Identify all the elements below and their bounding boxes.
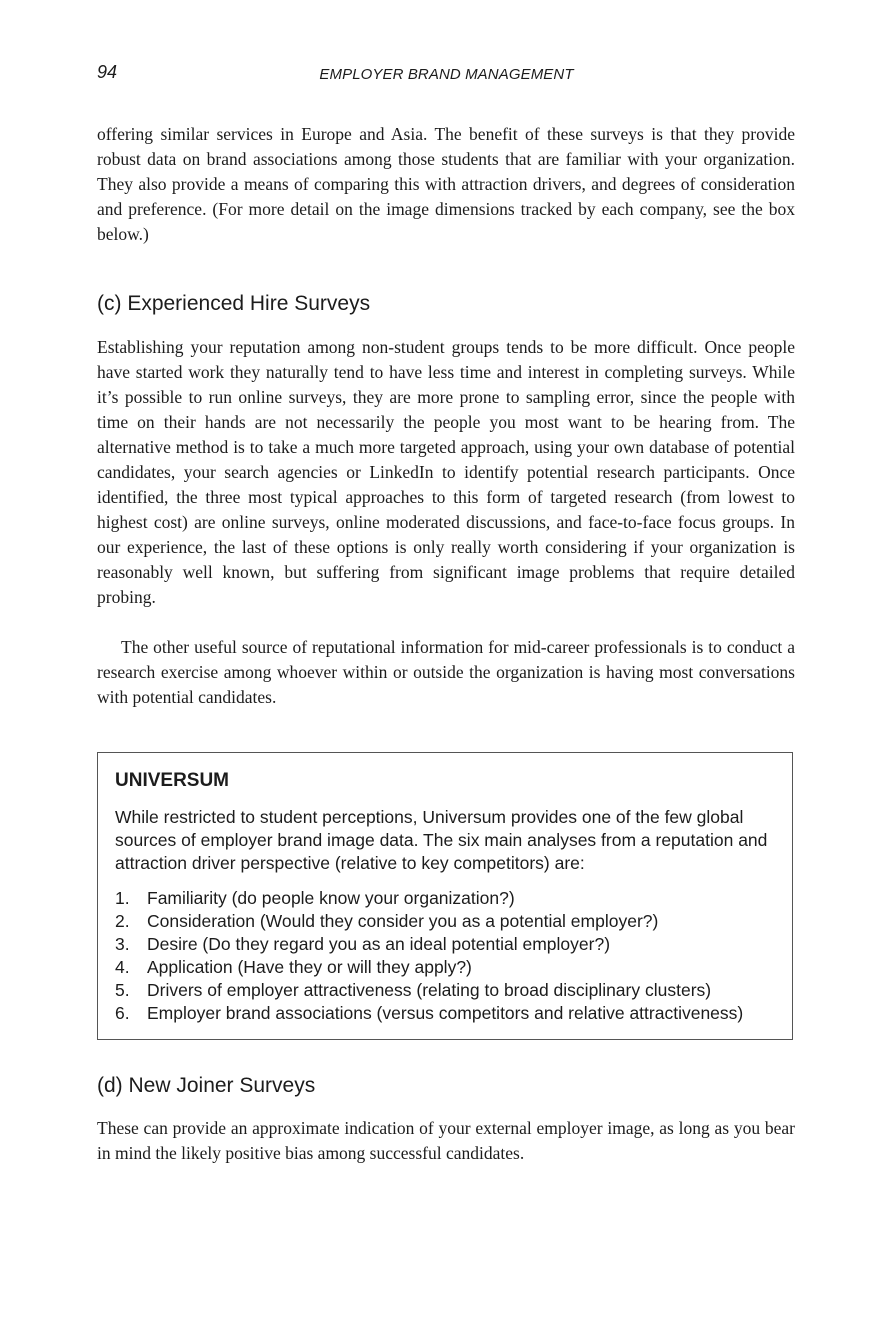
list-item-number: 3. [115, 934, 130, 954]
paragraph-new-joiner: These can provide an approximate indication of your external employer image, as long as you bear in mind the likely positive bias among successful candidates. [97, 1118, 795, 1163]
list-item [115, 1002, 785, 1025]
box-intro: While restricted to student perceptions, Universum provides one of the few global sources of employer brand image data. The six main analyses from a reputation and attraction driver perspective (relative to key competitors) are: [115, 807, 768, 873]
paragraph-experienced-hire: Establishing your reputation among non-student groups tends to be more difficult. Once people have started work they naturally tend to have less time and interest in completing surveys. While it’s possible to run online surveys, they are more prone to sampling error, since the people with time on their hands are not necessarily the people you most want to be hearing from. The alternative method is to take a much more targeted approach, using your own database of potential candidates, your search agencies or LinkedIn to identify potential research participants. Once identified, the three most typical approaches to this form of targeted research (from lowest to highest cost) are online surveys, online moderated discussions, and face-to-face focus groups. In our experience, the last of these options is only really worth considering if your organization is reasonably well known, but suffering from significant image problems that require detailed probing. [97, 337, 795, 607]
list-item-text: Drivers of employer attractiveness (relating to broad disciplinary clusters) [147, 980, 712, 1000]
heading-new-joiner-surveys: (d) New Joiner Surveys [97, 1074, 316, 1097]
list-item-number: 6. [115, 1003, 130, 1023]
box-title: UNIVERSUM [115, 770, 230, 791]
list-item-text: Familiarity (do people know your organization?) [147, 888, 515, 908]
page-number: 94 [97, 62, 118, 82]
list-item [115, 979, 785, 1002]
box-list [115, 887, 785, 1025]
list-item-text: Employer brand associations (versus competitors and relative attractiveness) [147, 1003, 744, 1023]
list-item-text: Consideration (Would they consider you as a potential employer?) [147, 911, 659, 931]
list-item-number: 2. [115, 911, 130, 931]
list-item-text: Application (Have they or will they apply?) [147, 957, 472, 977]
paragraph-intro: offering similar services in Europe and Asia. The benefit of these surveys is that they provide robust data on brand associations among those students that are familiar with your organization. They also provide a means of comparing this with attraction drivers, and degrees of consideration and preference. (For more detail on the image dimensions tracked by each company, see the box below.) [97, 124, 795, 244]
list-item-number: 5. [115, 980, 130, 1000]
list-item [115, 933, 785, 956]
list-item-number: 1. [115, 888, 130, 908]
universum-box [97, 752, 793, 1040]
paragraph-mid-career: The other useful source of reputational information for mid-career professionals is to conduct a research exercise among whoever within or outside the organization is having most conversations with potential candidates. [97, 637, 795, 707]
list-item [115, 956, 785, 979]
list-item-number: 4. [115, 957, 130, 977]
heading-experienced-hire-surveys: (c) Experienced Hire Surveys [97, 292, 371, 315]
list-item [115, 910, 785, 933]
list-item-text: Desire (Do they regard you as an ideal potential employer?) [147, 934, 611, 954]
running-head: EMPLOYER BRAND MANAGEMENT [319, 66, 574, 83]
list-item [115, 887, 785, 910]
